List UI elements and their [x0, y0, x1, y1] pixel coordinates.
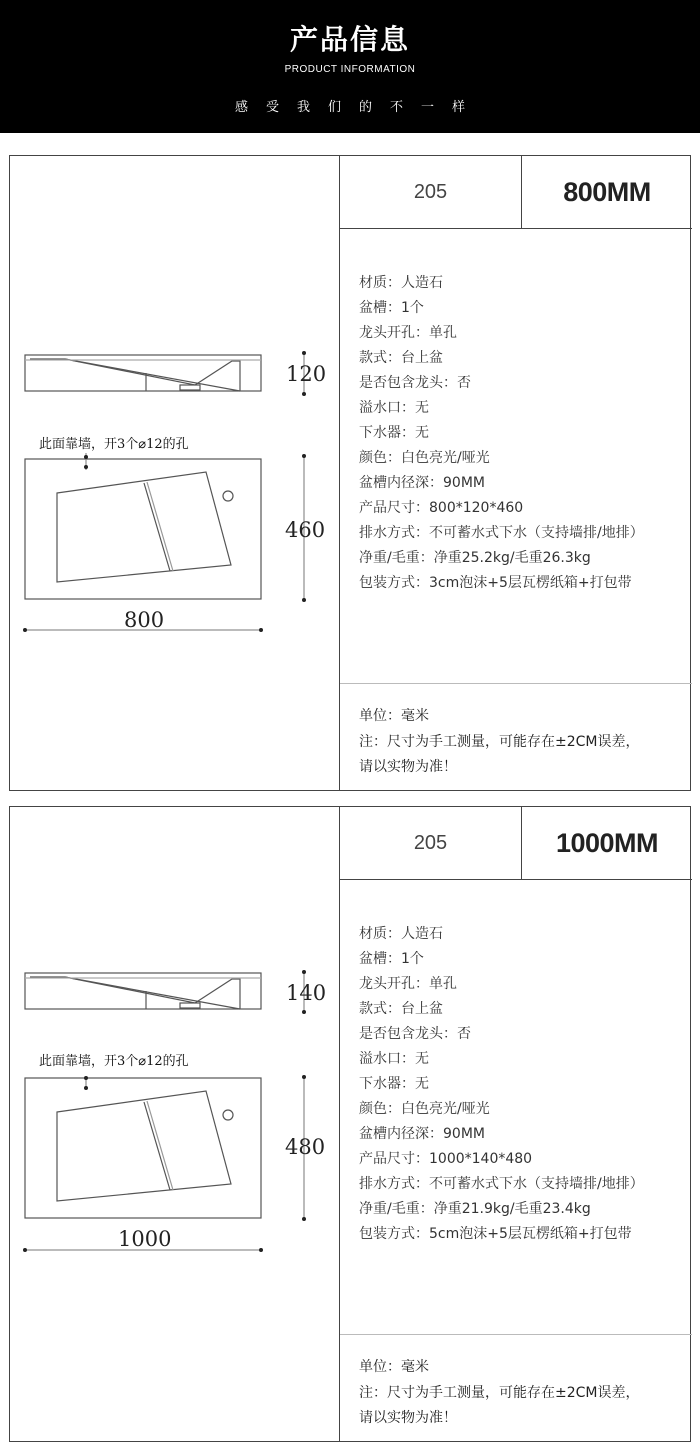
spec-item: 净重/毛重：净重25.2kg/毛重26.3kg — [359, 550, 591, 566]
header-subtitle: PRODUCT INFORMATION — [284, 64, 416, 75]
spec-item: 产品尺寸：1000*140*480 — [359, 1151, 533, 1167]
notes-section — [340, 683, 692, 790]
spec-item: 龙头开孔：单孔 — [359, 976, 457, 992]
spec-item: 材质：人造石 — [359, 275, 443, 291]
spec-item: 净重/毛重：净重21.9kg/毛重23.4kg — [359, 1201, 591, 1217]
spec-item: 盆槽内径深：90MM — [359, 475, 485, 491]
dim-depth: 460 — [285, 518, 326, 542]
spec-item: 排水方式：不可蓄水式下水（支持墙排/地排） — [359, 1176, 644, 1192]
basin-side-view — [25, 355, 261, 391]
spec-item: 包装方式：3cm泡沫+5层瓦楞纸箱+打包带 — [359, 575, 632, 591]
header-title: 产品信息 — [289, 23, 410, 56]
spec-item: 包装方式：5cm泡沫+5层瓦楞纸箱+打包带 — [359, 1226, 632, 1242]
product-info-header — [340, 156, 692, 229]
basin-drawing-svg — [10, 156, 339, 790]
spec-item: 下水器：无 — [359, 1076, 429, 1092]
basin-side-view — [25, 973, 261, 1009]
product-info — [339, 807, 691, 1441]
page-header — [0, 0, 700, 133]
spec-item: 溢水口：无 — [359, 400, 429, 416]
measure-note-2: 请以实物为准！ — [359, 1410, 457, 1426]
product-size-label: 800MM — [563, 177, 651, 207]
spec-item: 溢水口：无 — [359, 1051, 429, 1067]
spec-item: 排水方式：不可蓄水式下水（支持墙排/地排） — [359, 525, 644, 541]
spec-list — [359, 922, 689, 1247]
spec-item: 盆槽：1个 — [359, 951, 424, 967]
notes-section — [340, 1334, 692, 1441]
spec-list — [359, 271, 689, 596]
spec-item: 盆槽：1个 — [359, 300, 424, 316]
technical-drawing — [10, 156, 339, 790]
spec-item: 产品尺寸：800*120*460 — [359, 500, 524, 516]
spec-item: 龙头开孔：单孔 — [359, 325, 457, 341]
spec-item: 是否包含龙头：否 — [359, 375, 471, 391]
dim-width: 800 — [124, 608, 165, 632]
spec-item: 款式：台上盆 — [359, 1001, 443, 1017]
spec-item: 下水器：无 — [359, 425, 429, 441]
unit-note: 单位：毫米 — [359, 1359, 429, 1375]
unit-note: 单位：毫米 — [359, 708, 429, 724]
product-panel-800 — [9, 155, 691, 791]
dim-height: 120 — [286, 362, 327, 386]
basin-top-view — [25, 1078, 261, 1218]
spec-item: 材质：人造石 — [359, 926, 443, 942]
basin-drawing-svg — [10, 807, 339, 1441]
technical-drawing — [10, 807, 339, 1441]
header-slogan: 感受我们的不一样 — [234, 100, 483, 115]
basin-top-view — [25, 459, 261, 599]
product-info-header — [340, 807, 692, 880]
product-code: 205 — [340, 807, 522, 880]
spec-item: 款式：台上盆 — [359, 350, 443, 366]
spec-item: 是否包含龙头：否 — [359, 1026, 471, 1042]
dim-depth: 480 — [285, 1135, 326, 1159]
product-size-label: 1000MM — [555, 828, 659, 858]
measure-note: 注：尺寸为手工测量，可能存在±2CM误差， — [359, 1385, 640, 1401]
spec-item: 颜色：白色亮光/哑光 — [359, 1101, 490, 1117]
measure-note-2: 请以实物为准！ — [359, 759, 457, 775]
wall-note: 此面靠墙，开3个⌀12的孔 — [39, 437, 189, 452]
product-code: 205 — [340, 156, 522, 229]
spec-item: 盆槽内径深：90MM — [359, 1126, 485, 1142]
product-info — [339, 156, 691, 790]
spec-item: 颜色：白色亮光/哑光 — [359, 450, 490, 466]
dim-width: 1000 — [118, 1227, 172, 1251]
product-panel-1000 — [9, 806, 691, 1442]
measure-note: 注：尺寸为手工测量，可能存在±2CM误差， — [359, 734, 640, 750]
dim-height: 140 — [286, 981, 327, 1005]
wall-note: 此面靠墙，开3个⌀12的孔 — [39, 1054, 189, 1069]
